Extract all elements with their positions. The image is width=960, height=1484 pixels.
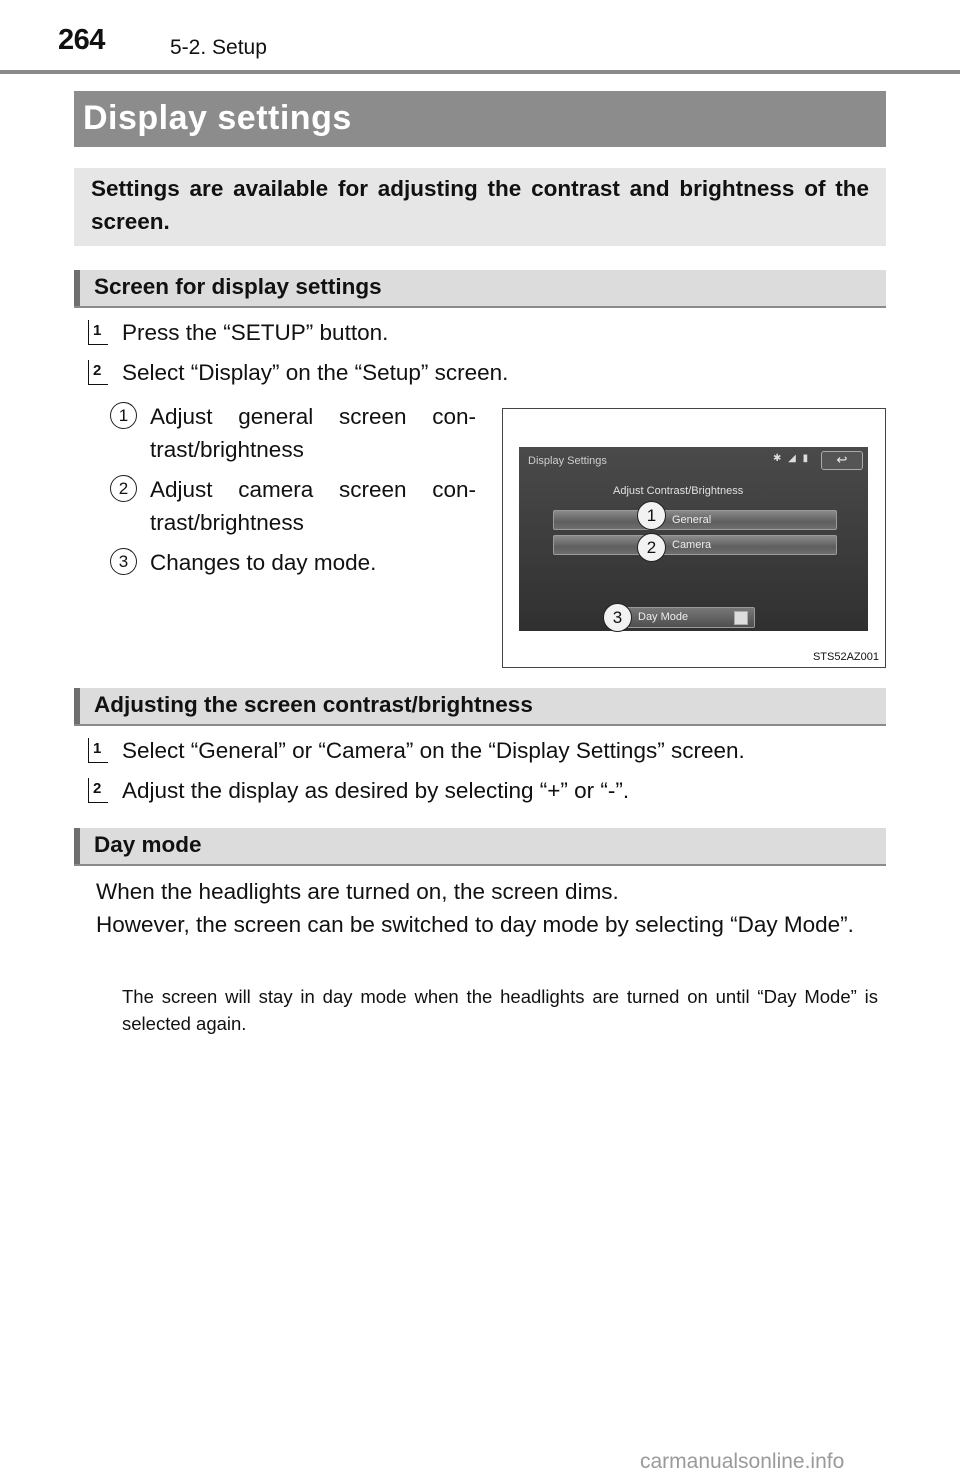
callout-number-2: 2 — [110, 475, 137, 502]
step-badge-2: 2 — [88, 360, 108, 385]
back-button[interactable] — [821, 451, 863, 470]
figure-callout-2: 2 — [637, 533, 666, 562]
day-mode-note: The screen will stay in day mode when the headlights are turned on until “Day Mode” is selected again. — [122, 986, 878, 1034]
intro-text: Settings are available for adjusting the contrast and brightness of the screen. — [91, 176, 869, 234]
section-heading-day-mode — [74, 828, 886, 866]
callout-text-2: Adjust camera screen con- trast/brightness — [150, 477, 476, 535]
watermark: carmanualsonline.info — [640, 1450, 845, 1473]
intro-box — [74, 168, 886, 246]
header-divider — [0, 70, 960, 74]
day-mode-button[interactable]: Day Mode — [619, 607, 755, 628]
back-icon: ↩ — [836, 452, 848, 467]
callout-text-1: Adjust general screen con- trast/brightness — [150, 404, 476, 462]
figure-callout-1: 1 — [637, 501, 666, 530]
page-title: Display settings — [83, 99, 352, 137]
section-heading-text: Day mode — [94, 832, 202, 857]
step-badge-3: 1 — [88, 738, 108, 763]
screen-subtitle: Adjust Contrast/Brightness — [613, 485, 744, 497]
page-title-band — [74, 91, 886, 147]
step-text-3: Select “General” or “Camera” on the “Display Settings” screen. — [122, 738, 745, 763]
callout-number-3: 3 — [110, 548, 137, 575]
day-mode-checkbox[interactable] — [734, 611, 748, 625]
callout-number-1: 1 — [110, 402, 137, 429]
day-mode-body: When the headlights are turned on, the screen dims. However, the screen can be switched to day mode by selecting “Day Mode”. — [96, 879, 854, 937]
step-text-2: Select “Display” on the “Setup” screen. — [122, 360, 509, 385]
section-heading-screen — [74, 270, 886, 308]
step-text-4: Adjust the display as desired by selecting “+” or “-”. — [122, 778, 630, 803]
section-heading-text: Adjusting the screen contrast/brightness — [94, 692, 533, 717]
step-badge-1: 1 — [88, 320, 108, 345]
chapter-label: 5-2. Setup — [170, 36, 267, 59]
figure-callout-3: 3 — [603, 603, 632, 632]
section-heading-contrast — [74, 688, 886, 726]
step-text-1: Press the “SETUP” button. — [122, 320, 389, 345]
step-badge-4: 2 — [88, 778, 108, 803]
camera-button[interactable]: Camera — [553, 535, 837, 555]
status-icons: ✱ ◢ ▮ — [773, 453, 811, 464]
page-number: 264 — [58, 24, 105, 56]
screen-title: Display Settings — [528, 455, 607, 467]
general-button[interactable]: General — [553, 510, 837, 530]
section-heading-text: Screen for display settings — [94, 274, 382, 299]
callout-text-3: Changes to day mode. — [150, 550, 377, 575]
display-settings-figure — [502, 408, 886, 668]
figure-code: STS52AZ001 — [812, 651, 879, 663]
display-screen — [519, 447, 868, 631]
